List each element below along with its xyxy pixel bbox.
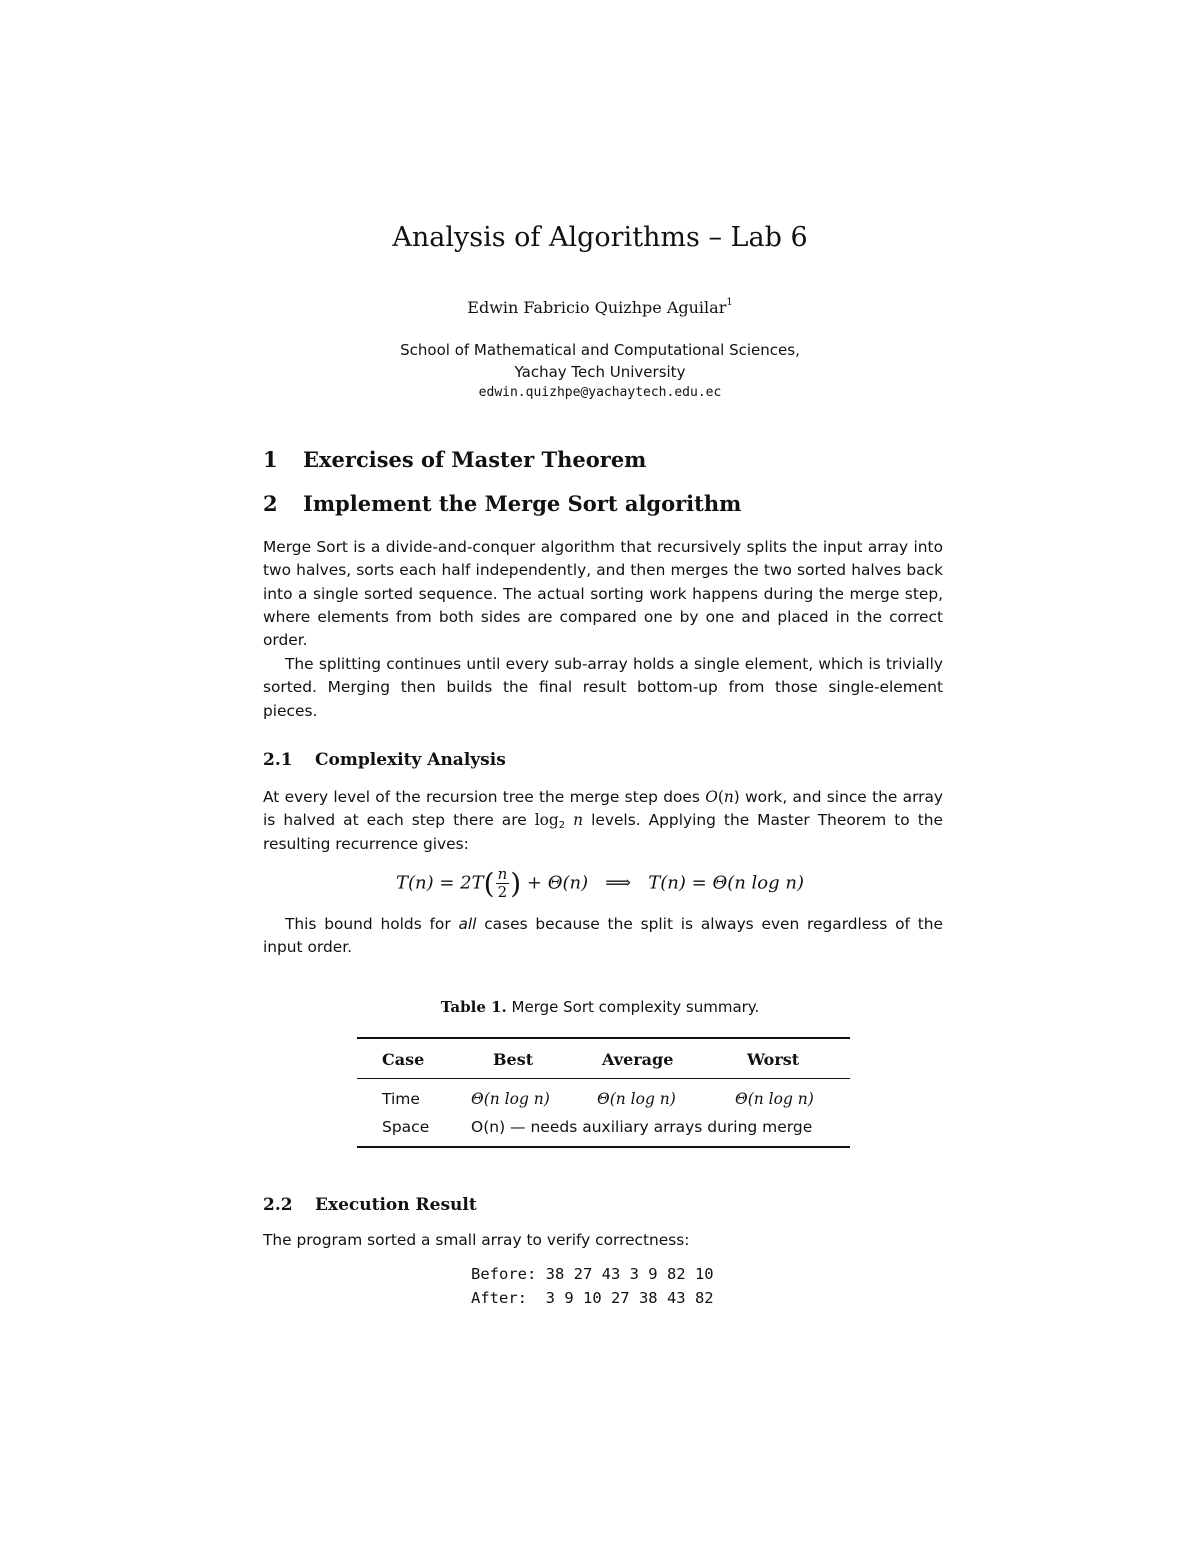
output-before: Before: 38 27 43 3 9 82 10 [471,1265,714,1283]
header-worst: Worst [747,1050,800,1069]
subsection-number: 2.1 [263,750,293,770]
subsection-heading-2-2 [263,1195,477,1215]
section-title: Implement the Merge Sort algorithm [303,491,742,516]
fraction-denominator: 2 [497,883,508,901]
time-worst: Θ(n log n) [735,1090,814,1108]
space-span: O(n) — needs auxiliary arrays during merge [471,1118,813,1136]
table-top-rule [357,1037,850,1039]
equation-lhs-start: T(n) = 2T [396,872,484,894]
merge-sort-paragraph-1: Merge Sort is a divide-and-conquer algorithm that recursively splits the input array into two halves, sorts each half independently, and then merges the two sorted halves back into a single sorted sequence. The actual sorting work happens during the merge step, where elements from both sides are compared one by one and placed in the correct order. [263,538,943,650]
section-number: 2 [263,491,278,516]
equation-lhs-end: + Θ(n) [526,872,589,894]
section-number: 1 [263,447,278,472]
header-best: Best [493,1050,534,1069]
affiliation-school: School of Mathematical and Computational Sciences, [400,341,800,359]
paper-title: Analysis of Algorithms – Lab 6 [392,222,808,253]
equation-fraction [496,866,510,901]
recurrence-equation: T(n) = 2T( $\frac{n}{2}$ ) + Θ(n) ⟹ T(n) = Θ(n log n) [396,865,804,901]
equation-rhs: T(n) = Θ(n log n) [648,872,804,894]
time-best: Θ(n log n) [471,1090,550,1108]
emphasis-all: all [458,915,477,933]
header-case: Case [382,1050,425,1069]
author-name [0,298,1200,317]
row-label-space: Space [382,1118,430,1136]
author-name-text: Edwin Fabricio Quizhpe Aguilar [467,298,727,317]
footnote-mark: 1 [726,297,733,308]
author-email: edwin.quizhpe@yachaytech.edu.ec [478,385,722,400]
header-average: Average [602,1050,674,1069]
execution-paragraph: The program sorted a small array to verify correctness: [263,1231,690,1249]
complexity-paragraph-2: This bound holds for all cases because the split is always even regardless of the input order. [263,915,943,957]
merge-sort-paragraph-2: The splitting continues until every sub-array holds a single element, which is trivially sorted. Merging then builds the final result bottom-up from those single-element pieces. [263,655,943,720]
time-average: Θ(n log n) [597,1090,676,1108]
section-title: Exercises of Master Theorem [303,447,647,472]
output-after: After: 3 9 10 27 38 43 82 [471,1288,714,1307]
subsection-heading-2-1 [263,750,506,770]
program-output [471,1263,714,1310]
table-caption-text: Merge Sort complexity summary. [511,998,760,1016]
table-caption-label: Table 1. [440,998,507,1016]
fraction-numerator: n [497,865,508,883]
row-label-time: Time [382,1090,420,1108]
table-bottom-rule [357,1146,850,1148]
subsection-title: Execution Result [315,1195,477,1215]
section-heading-1 [263,447,646,472]
table-caption [0,998,1200,1016]
affiliation-university: Yachay Tech University [514,363,686,381]
table-mid-rule [357,1078,850,1079]
complexity-paragraph-1: At every level of the recursion tree the merge step does O(n) work, and since the array is halved at each step there are $\log_2 n$ levels. Applying the Master Theorem to the resulting recurrence gives: [263,788,943,853]
subsection-number: 2.2 [263,1195,293,1215]
section-heading-2 [263,491,741,516]
subsection-title: Complexity Analysis [315,750,506,770]
complexity-table [357,1037,850,1148]
implies-symbol: ⟹ [605,872,632,894]
